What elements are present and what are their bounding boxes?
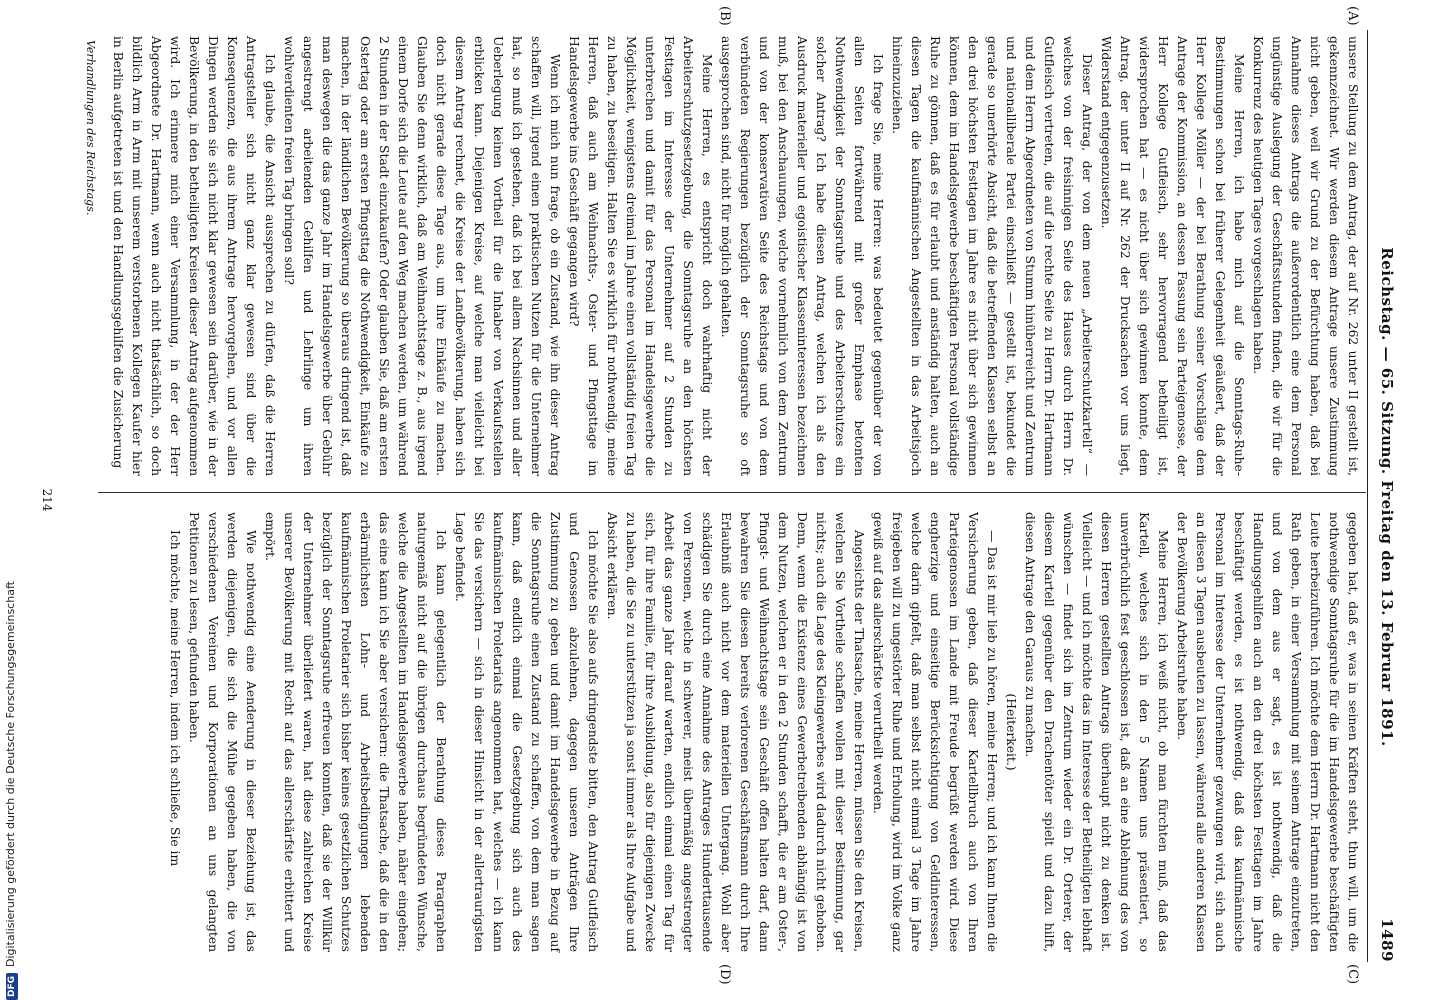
- paragraph: Meine Herren, ich habe mich auf die Sonntags-Ruhe-Bestimmungen schon bei früherer Gelegenheit geäußert, daß der Herr Kollege Möller — der bei Berathung seiner Vorschläge dem Antrage der Kommission, an dessen Fassung sein Parteigenosse, der Herr Kollege Gutfleisch, sehr hervorragend betheiligt ist, widersprochen hat — es nicht über sich gewinnen konnte, dem Antrag, der unter II auf Nr. 262 der Drucksachen vor uns liegt, Widerstand entgegenzusetzen.: [1099, 36, 1246, 476]
- paragraph: Wie nothwendig eine Aenderung in dieser Beziehung ist, das werden diejenigen, die sich die Mühe gegeben haben, die von verschiedenen Vereinen und Korporationen an uns gelangten Petitionen zu lesen, gefunden haben.: [187, 512, 258, 952]
- page-number: 1489: [1378, 918, 1396, 962]
- paragraph: Wenn ich mich nun frage, ob ein Zustand, wie ihn dieser Antrag schaffen will, irgend einen praktischen Nutzen für die Unternehmer hat, so muß ich gestehen, daß ich bei allem Nachsinnen und aller Ueberlegung keinen Vortheil für die Inhaber von Verkaufsstellen erblicken kann. Diejenigen Kreise, auf welche man vielleicht bei diesem Antrag rechnet, die Kreise der Landbevölkerung, haben sich doch nicht gerade diese Tage aus, um ihre Einkäufe zu machen. Glauben Sie denn wirklich, daß am Weihnachtstage z. B., aus irgend einem Dorfe sich die Leute auf den Weg machen werden, um während 2 Stunden in der Stadt einzukaufen? Oder glauben Sie, daß am ersten Ostertag oder am ersten Pfingsttag die Nothwendigkeit, Einkäufe zu machen, in der ländlichen Bevölkerung so überaus dringend ist, daß man deswegen die das ganze Jahr im Handelsgewerbe über Gebühr angestrengt arbeitenden Gehilfen und Lehrlinge um ihren wohlverdienten freien Tag bringen soll?: [282, 36, 562, 476]
- paragraph: Ich möchte Sie also aufs dringendste bitten, den Antrag Gutfleisch und Genossen abzulehnen, dagegen unseren Anträgen Ihre Zustimmung zu geben und damit im Handelsgewerbe in Bezug auf die Sonntagsruhe einen Zustand zu schaffen, von dem man sagen kann, daß endlich einmal die Gesetzgebung sich auch des kaufmännischen Proletariats angenommen hat, welches — ich kann Sie das versichern — sich in dieser Hinsicht in der allertraurigsten Lage befindet.: [453, 512, 600, 952]
- page-title: Reichstag. — 65. Sitzung. Freitag den 13. Februar 1891.: [1378, 247, 1396, 747]
- margin-marker-b: (B): [717, 6, 732, 26]
- paragraph: Ich kann gelegentlich der Berathung dieses Paragraphen naturgemäß nicht auf die übrigen durchaus begründeten Wünsche, welche die Angestellten im Handelsgewerbe haben, näher eingehen; das eine kann ich Sie aber versichern: die Thatsache, daß die in den erbärmlichsten Lohn- und Arbeitsbedingungen lebenden kaufmännischen Proletarier sich bisher keines gesetzlichen Schutzes bezüglich der Sonntagsruhe erfreuen konnten, daß sie der Willkür der Unternehmer überliefert waren, hat diese zahlreichen Kreise unserer Bevölkerung mit Recht auf das allerschärfste erbittert und empört.: [263, 512, 448, 952]
- margin-marker-d: (D): [717, 964, 732, 985]
- paragraph: Angesichts der Thatsache, meine Herren, müssen Sie den Kreisen, welchen Sie Vortheile schaffen wollen mit dieser Bestimmung, gar nichts; auch die Lage des Kleingewerbes wird dadurch nicht gehoben. Denn, wenn die Existenz eines Gewerbetreibenden abhängig ist von dem Nutzen, welchen er in den 2 Stunden schafft, die er am Oster-, Pfingst- und Weihnachtstage sein Geschäft offen halten darf, dann bewahren Sie diesen bereits verlorenen Geschäftsmann durch Ihre Erlaubniß auch nicht vor dem materiellen Untergang. Wohl aber schädigen Sie durch eine Annahme des Antrages Hunderttausende von Personen, welche in schwerer, meist übermäßig angestrengter Arbeit das ganze Jahr darauf warten, endlich einmal einen Tag für sich, für ihre Familie, für ihre Ausbildung, also für diejenigen Zwecke zu haben, die Sie zu unterstützen ja sonst immer als Ihre Aufgabe und Absicht erklären.: [605, 512, 866, 952]
- paragraph: Ich möchte, meine Herren, indem ich schließe, Sie im: [168, 530, 182, 867]
- dfg-logo-icon: DFG: [6, 973, 18, 1000]
- paragraph: Ich glaube, die Ansicht aussprechen zu dürfen, daß die Herren Antragsteller sich nicht ganz klar gewesen sind über die Konsequenzen, die aus ihrem Antrage hervorgehen, und vor allen Dingen werden sie sich nicht klar gewesen sein darüber, wie in der Bevölkerung, in den betheiligten Kreisen dieser Antrag aufgenommen wird. Ich erinnere mich einer Versammlung, in der der Herr Abgeordnete Dr. Hartmann, wenn auch nicht thatsächlich, so doch bildlich Arm in Arm mit unserem verstorbenen Kollegen Kaufer hier in Berlin aufgetreten ist und den Handlungsgehilfen die Zusicherung: [111, 36, 277, 476]
- rotated-page: [32, 0, 1432, 1000]
- column-divider: [98, 492, 1366, 493]
- bottom-page-number: 214: [40, 488, 54, 512]
- paragraph: — Das ist mir lieb zu hören, meine Herren; und ich kann Ihnen die Versicherung geben, daß dieser Kartellbruch auch von Ihren Parteigenossen im Lande mit Freude begrüßt werden wird. Diese engherzige und einseitige Berücksichtigung von Geldinteressen, welche darin gipfelt, daß man selbst nicht einmal 3 Tage im Jahre freigeben will zu ungestörter Ruhe und Erholung, wird im Volke ganz gewiß auf das allerschärfste verurtheilt werden.: [871, 512, 999, 952]
- right-column: [165, 512, 1362, 952]
- paragraph: Dieser Antrag, der von dem neuen „Arbeiterschutzkartell“ — welches von der freisinnigen Seite des Hauses durch Herrn Dr. Gutfleisch vertreten, die auf die rechte Seite zu Herrn Dr. Hartmann und dem Herrn Abgeordneten von Stumm hinüberreicht und Zentrum und nationalliberale Partei einschließt — gestellt ist, bekundet die gerade so unerhörte Absicht, daß die betreffenden Klassen selbst an den drei höchsten Festtagen im Jahre es nicht über sich gewinnen können, dem im Handelsgewerbe beschäftigten Personal vollständige Ruhe zu gönnen, daß es für erlaubt und anständig halten, auch an diesen Tagen die kaufmännischen Angestellten in das Arbeitsjoch hineinzuziehen.: [890, 36, 1094, 476]
- paragraph: Meine Herren, es entspricht doch wahrhaftig nicht der Arbeiterschutzgesetzgebung, die Sonntagsruhe an den höchsten Festtagen im Interesse der Unternehmer auf 2 Stunden zu unterbrechen und damit für das Personal im Handelsgewerbe die Möglichkeit, wenigstens dreimal im Jahre einen vollständig freien Tag zu haben, zu beseitigen. Halten Sie es wirklich für nothwendig, meine Herren, daß auch am Weihnachts-, Oster- und Pfingsttage im Handelsgewerbe ins Geschäft gegangen wird?: [567, 36, 714, 476]
- interjection: (Heiterkeit.): [1004, 693, 1018, 771]
- header-rule: [1367, 30, 1368, 962]
- margin-marker-a: (A): [1345, 6, 1360, 26]
- paragraph: unsere Stellung zu dem Antrag, der auf Nr. 262 unter II gestellt ist, gekennzeichnet. Wir werden diesem Antrage unsere Zustimmung nicht geben, weil wir Grund zu der Befürchtung haben, daß bei Annahme dieses Antrags die außerordentlich eine dem Personal ungünstige Auslegung der Geschäftsstunden finden, die wir für die Konkurrenz des heutigen Tages vorgeschlagen haben.: [1251, 36, 1360, 476]
- paragraph: Ich frage Sie, meine Herren: was bedeutet gegenüber der von allen Seiten fortwährend mit großer Emphase betonten Nothwendigkeit der Sonntagsruhe und des Arbeiterschutzes ein solcher Antrag? Ich habe diesen Antrag, welchen ich als den Ausdruck materieller und egoistischer Klasseninteressen bezeichnen muß, bei den Anschauungen, welche vornehmlich von dem Zentrum und von der konservativen Seite des Reichstags und von dem verbündeten Regierungen bezüglich der Sonntagsruhe so oft ausgesprochen sind, nicht für möglich gehalten.: [719, 36, 885, 476]
- digitization-credit: [4, 581, 22, 1000]
- paragraph: Meine Herren, ich weiß nicht, ob man fürchten muß, daß das Kartell, welches sich in den 5 Namen uns präsentiert, so unverbrüchlich fest geschlossen ist, daß an eine Ablehnung des von diesen Herren gestellten Antrags überhaupt nicht zu denken ist. Vielleicht — und ich möchte das im Interesse der Betheiligten lebhaft wünschen — findet sich im Zentrum wieder ein Dr. Orterer, der diesem Kartell gegenüber den Drachentöter spielt und dazu hilft, diesen Antrage den Garaus zu machen.: [1023, 512, 1170, 952]
- credit-text: Digitalisierung gefördert durch die Deutsche Forschungsgemeinschaft: [4, 581, 17, 967]
- running-head: [1370, 32, 1396, 962]
- left-column: [108, 36, 1362, 476]
- footer-source: Verhandlungen des Reichstags.: [84, 40, 97, 216]
- margin-marker-c: (C): [1345, 964, 1360, 985]
- paragraph: gegeben hat, daß er, was in seinen Kräften steht, thun will, um die nothwendige Sonntagsruhe für die im Handelsgewerbe beschäftigten Leute herbeizuführen. Ich möchte dem Herrn Dr. Hartmann nicht den Rath geben, in einer Versammlung mit seinem Antrage einzutreten, und von dem aus er sagt, es ist nothwendig, daß die Handlungsgehilfen auch an den drei höchsten Festtagen im Jahre beschäftigt werden, es ist nothwendig, daß das kaufmännische Personal im Interesse der Unternehmer gezwungen wird, sich auch an diesen 3 Tagen ausbeuten zu lassen, während alle anderen Klassen der Bevölkerung Arbeitsruhe haben.: [1175, 512, 1360, 952]
